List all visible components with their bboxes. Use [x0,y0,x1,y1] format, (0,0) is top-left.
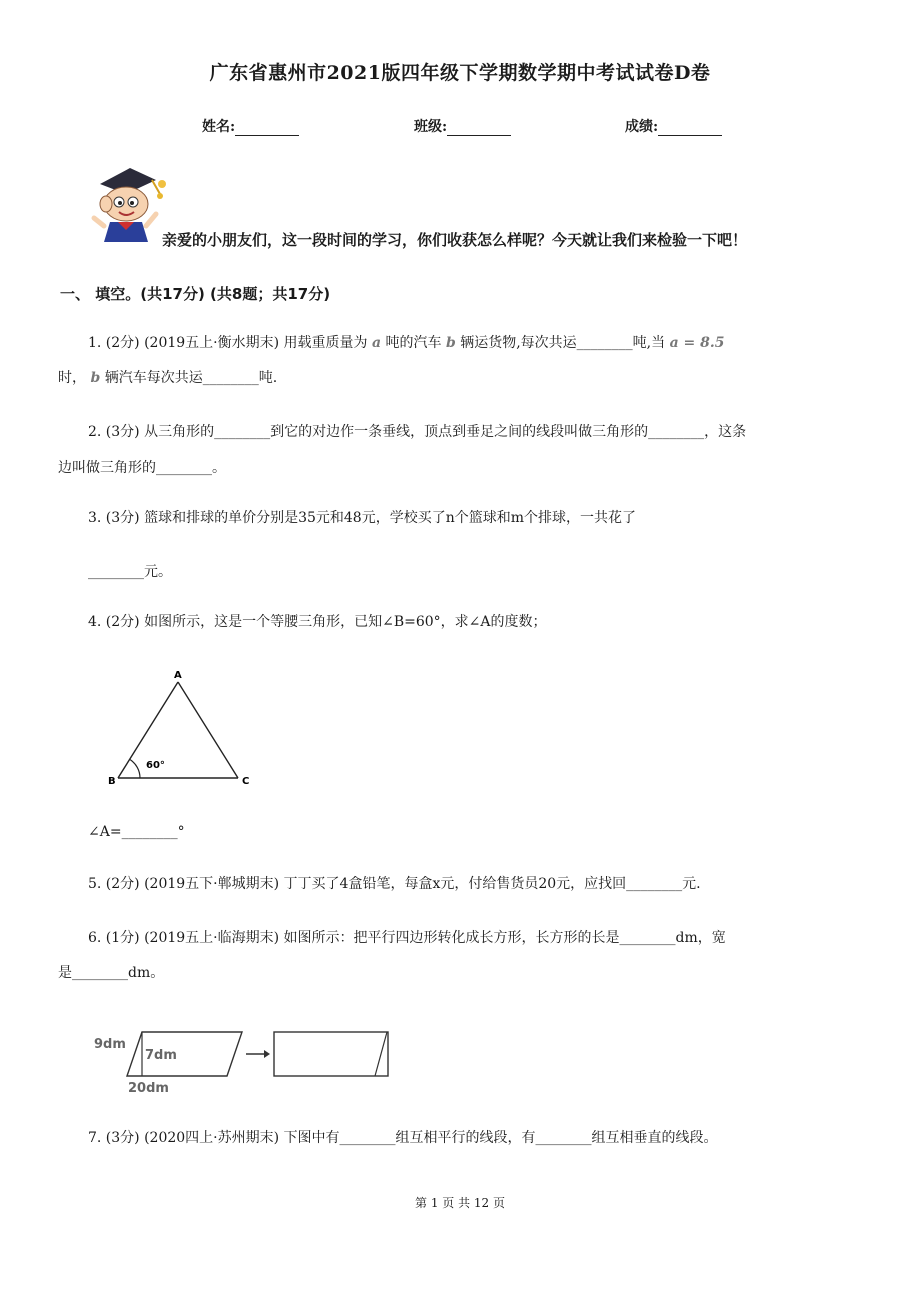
q1-var-b2: b [90,370,101,386]
q1-text-a: 1. (2分) (2019五上·衡水期末) 用载重质量为 [88,335,368,351]
base-length-label: 20dm [128,1081,169,1096]
q1-text-c: 辆运货物,每次共运________吨,当 [460,335,666,351]
page-footer: 第 1 页 共 12 页 [415,1196,505,1210]
greeting-text: 亲爱的小朋友们，这一段时间的学习，你们收获怎么样呢？今天就让我们来检验一下吧！ [162,231,748,249]
score-blank[interactable] [658,121,722,136]
class-field[interactable] [414,116,511,136]
question-4-line-1: 4. (2分) 如图所示，这是一个等腰三角形，已知∠B=60°，求∠A的度数； [88,614,547,630]
q1-text-b: 吨的汽车 [385,335,442,351]
class-label: 班级: [414,119,448,135]
question-1-line-1 [88,333,725,353]
q1-equation: a = 8.5 [669,335,725,351]
side-length-label: 9dm [94,1037,126,1052]
section-heading-fill-blank: 一、 填空。(共17分) (共8题；共17分) [60,285,331,303]
name-field[interactable] [202,116,299,136]
q1-text-d: 时， [58,370,86,386]
question-2-line-2: 边叫做三角形的________。 [58,460,226,476]
question-2-line-1: 2. (3分) 从三角形的________到它的对边作一条垂线，顶点到垂足之间的线段叫做三角形的________，这条 [88,424,747,440]
height-label: 7dm [145,1048,177,1063]
parallelogram-to-rectangle-figure [90,1026,420,1098]
vertex-c-label: C [242,776,250,787]
class-blank[interactable] [447,121,511,136]
q1-var-b: b [445,335,456,351]
question-6-line-2: 是________dm。 [58,965,165,981]
page-title: 广东省惠州市2021版四年级下学期数学期中考试试卷D卷 [209,62,711,84]
angle-b-label: 60° [146,760,165,771]
name-blank[interactable] [235,121,299,136]
isosceles-triangle-figure [110,662,260,792]
name-label: 姓名: [202,119,236,135]
question-1-line-2 [58,368,277,388]
question-5-line-1: 5. (2分) (2019五下·郸城期末) 丁丁买了4盒铅笔，每盒x元，付给售货员20元，应找回________元. [88,876,701,892]
score-label: 成绩: [625,119,659,135]
question-3-line-1: 3. (3分) 篮球和排球的单价分别是35元和48元，学校买了n个篮球和m个排球，一共花了 [88,510,637,526]
vertex-a-label: A [174,670,182,681]
question-6-line-1: 6. (1分) (2019五上·临海期末) 如图所示：把平行四边形转化成长方形，长方形的长是________dm，宽 [88,930,726,946]
question-3-line-2: ________元。 [88,564,172,580]
score-field[interactable] [625,116,722,136]
question-7-line-1: 7. (3分) (2020四上·苏州期末) 下图中有________组互相平行的线段，有________组互相垂直的线段。 [88,1130,718,1146]
q1-var-a: a [372,335,382,351]
mascot-image [90,166,168,246]
q1-text-e: 辆汽车每次共运________吨. [104,370,278,386]
vertex-b-label: B [108,776,116,787]
question-4-answer: ∠A=________° [88,824,185,840]
